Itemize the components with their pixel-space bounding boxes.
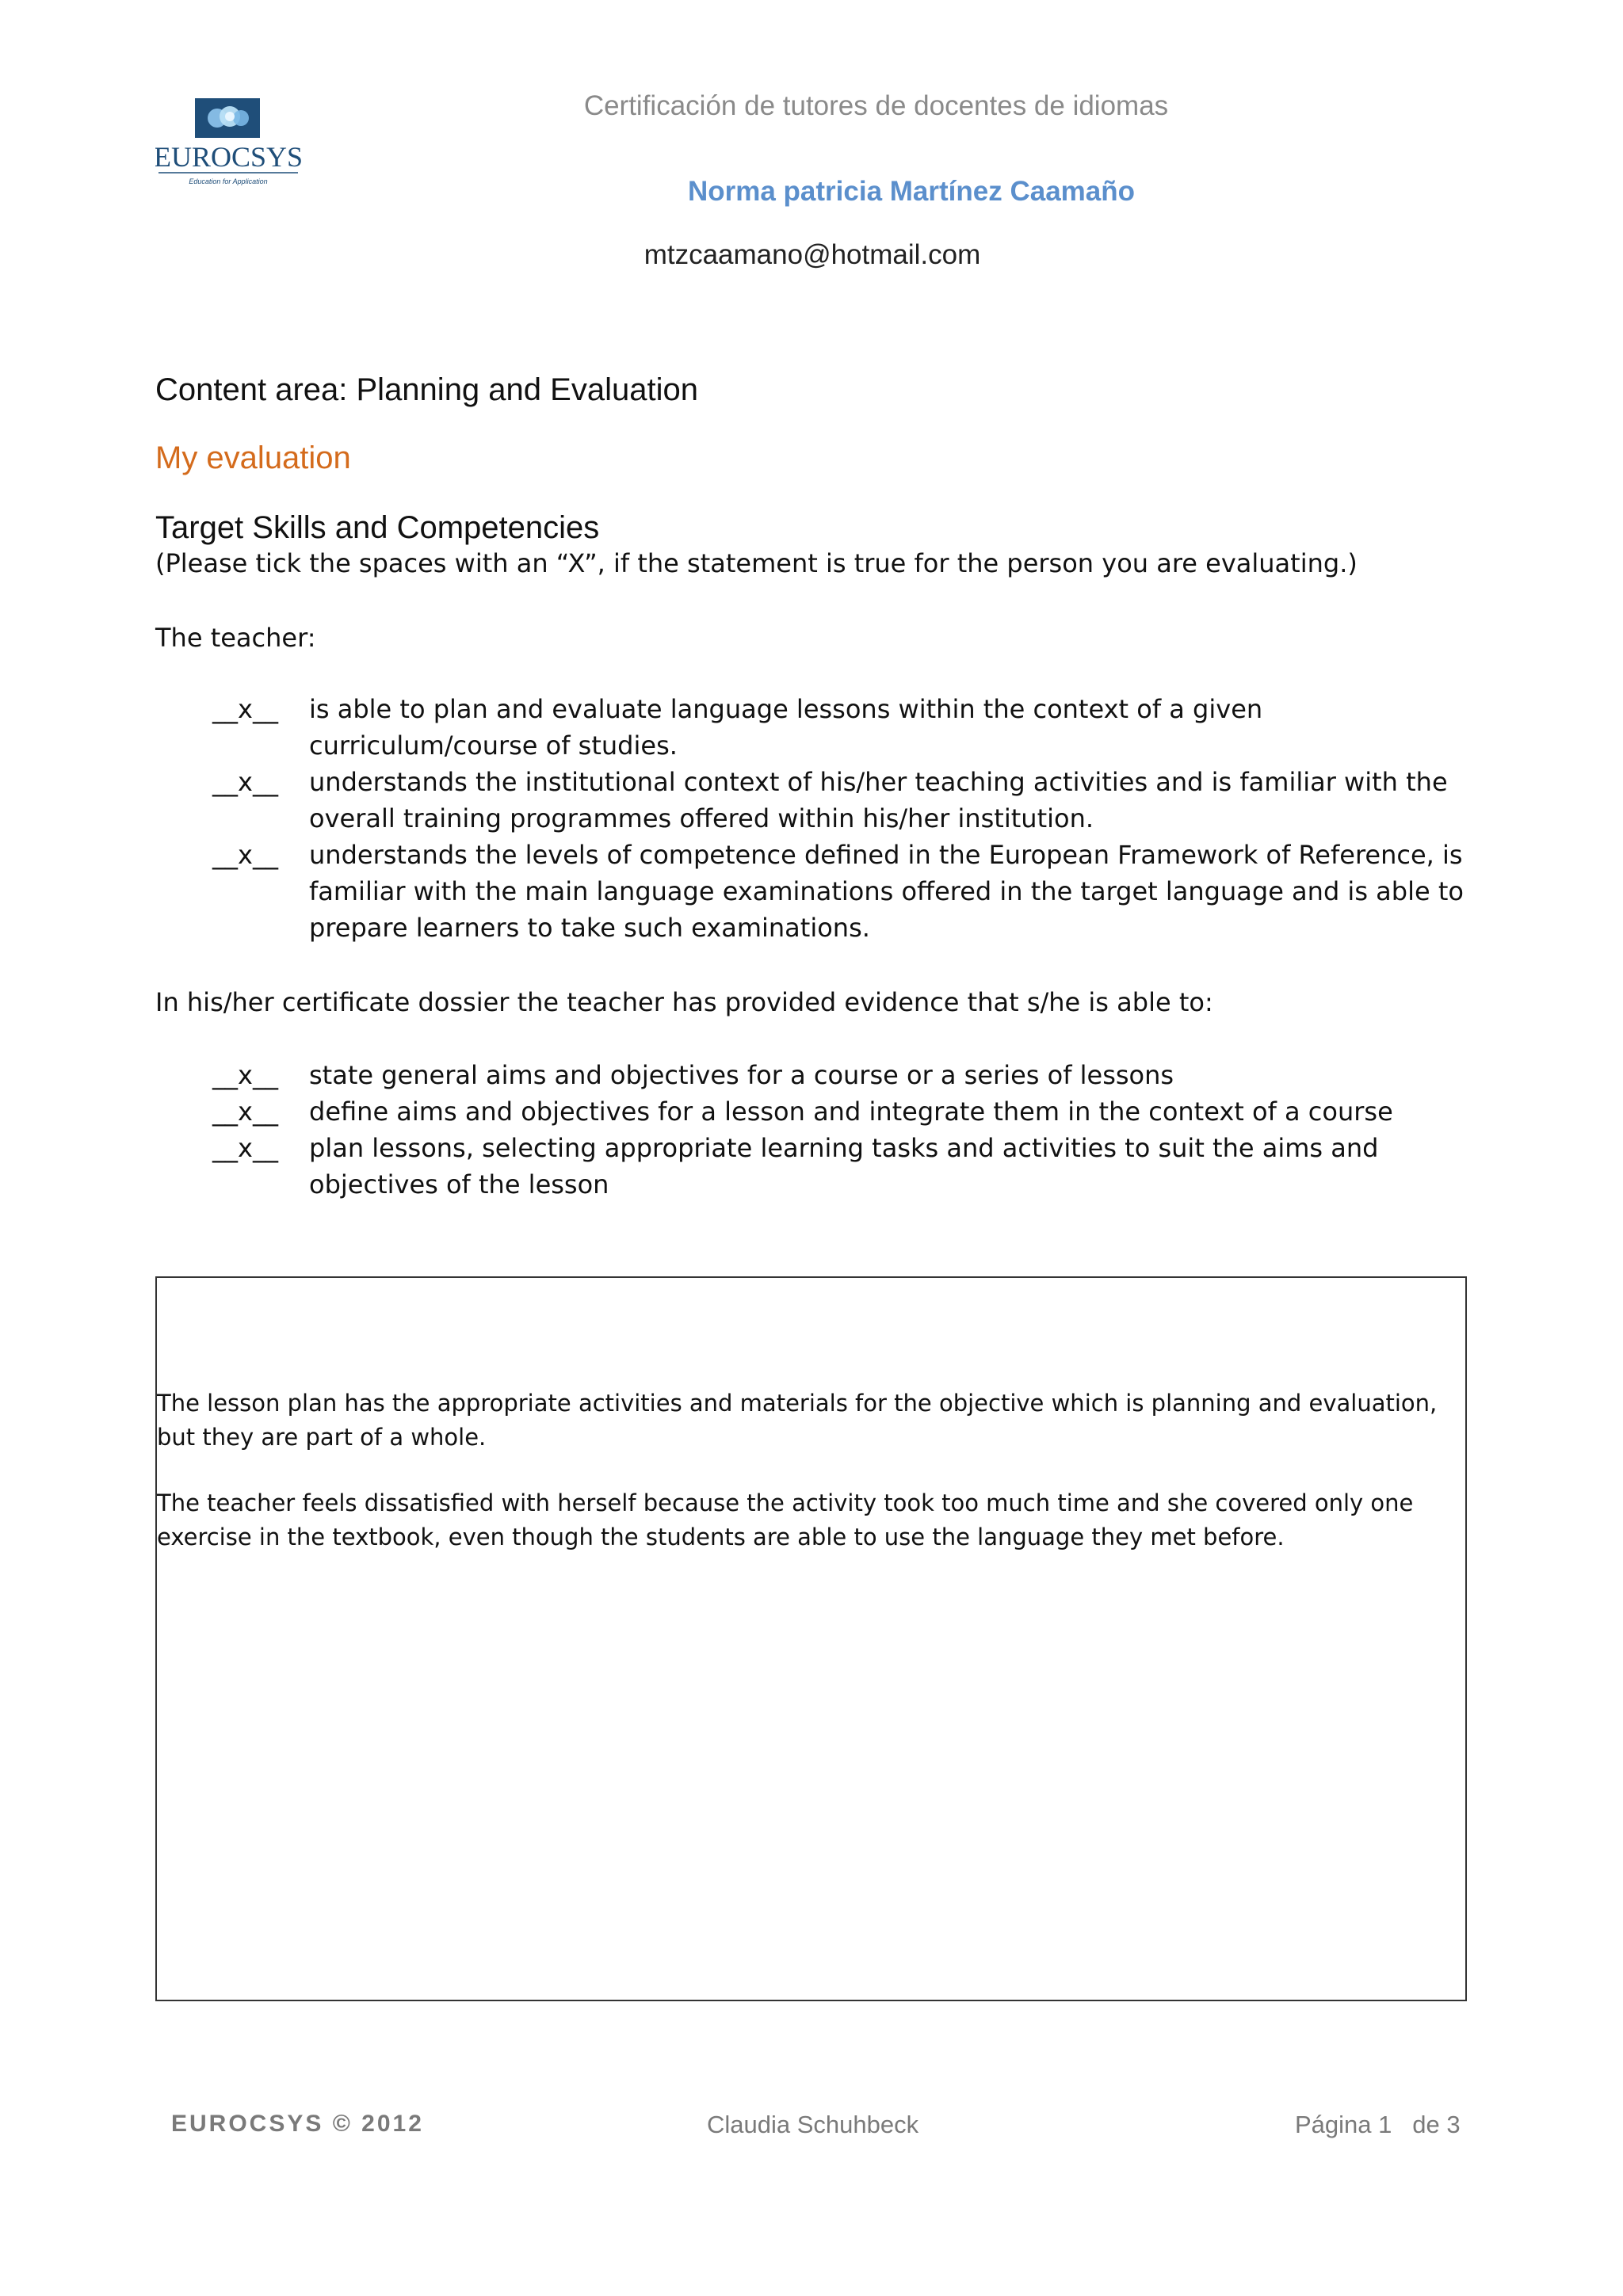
section-title: My evaluation [155,441,351,475]
checkbox-mark: __x__ [212,1133,278,1163]
checklist-item-text: define aims and objectives for a lesson and integrate them in the context of a course [309,1097,1393,1127]
page-total: de 3 [1412,2111,1461,2138]
feedback-paragraph: The lesson plan has the appropriate activities and materials for the objective which is planning and evaluation, but they are part of a whole. [157,1390,1438,1451]
teacher-name: Norma patricia Martínez Caamaño [687,176,1136,207]
checklist-item [212,691,1472,764]
checkbox-mark: __x__ [212,840,278,870]
dossier-intro: In his/her certificate dossier the teacher has provided evidence that s/he is able to: [155,987,1213,1017]
checklist-item [212,1093,1472,1130]
checkbox-mark: __x__ [212,767,278,797]
checkbox-mark: __x__ [212,694,278,724]
feedback-paragraph: The teacher feels dissatisfied with herself because the activity took too much time and she covered only one exercise in the textbook, even though the students are able to use the language they met before. [157,1489,1414,1550]
footer-brand: EUROCSYS © 2012 [171,2111,424,2137]
footer-author: Claudia Schuhbeck [707,2111,919,2138]
dossier-checklist [212,1057,1472,1203]
checklist-item [212,764,1472,837]
checklist-item-text: state general aims and objectives for a course or a series of lessons [309,1060,1174,1090]
checklist-item-text: plan lessons, selecting appropriate learning tasks and activities to suit the aims and objectives of the lesson [309,1133,1379,1199]
teacher-email: mtzcaamano@hotmail.com [643,239,981,270]
checklist-item-text: is able to plan and evaluate language lessons within the context of a given curriculum/course of studies. [309,694,1263,761]
checklist-item [212,837,1472,946]
logo-brand: EUROCSYS [155,141,302,173]
teacher-checklist [212,691,1472,946]
feedback-box [155,1276,1467,2001]
instruction-text: (Please tick the spaces with an “X”, if the statement is true for the person you are evaluating.) [155,548,1358,578]
checklist-item [212,1130,1472,1203]
eurocsys-logo [155,97,302,190]
checklist-item [212,1057,1472,1093]
checklist-item-text: understands the levels of competence defined in the European Framework of Reference, is familiar with the main language examinations offered in the target language and is able to prepare learners to take such examinations. [309,840,1464,943]
content-area-heading: Content area: Planning and Evaluation [155,372,698,407]
page-label: Página 1 [1295,2111,1392,2138]
page-number [1295,2111,1461,2139]
certification-title: Certificación de tutores de docentes de idiomas [583,90,1169,121]
teacher-label: The teacher: [155,623,316,653]
checkbox-mark: __x__ [212,1097,278,1127]
skills-heading: Target Skills and Competencies [155,510,600,545]
checkbox-mark: __x__ [212,1060,278,1090]
logo-tagline: Education for Application [189,177,268,185]
checklist-item-text: understands the institutional context of his/her teaching activities and is familiar with the overall training programmes offered within his/her institution. [309,767,1448,833]
